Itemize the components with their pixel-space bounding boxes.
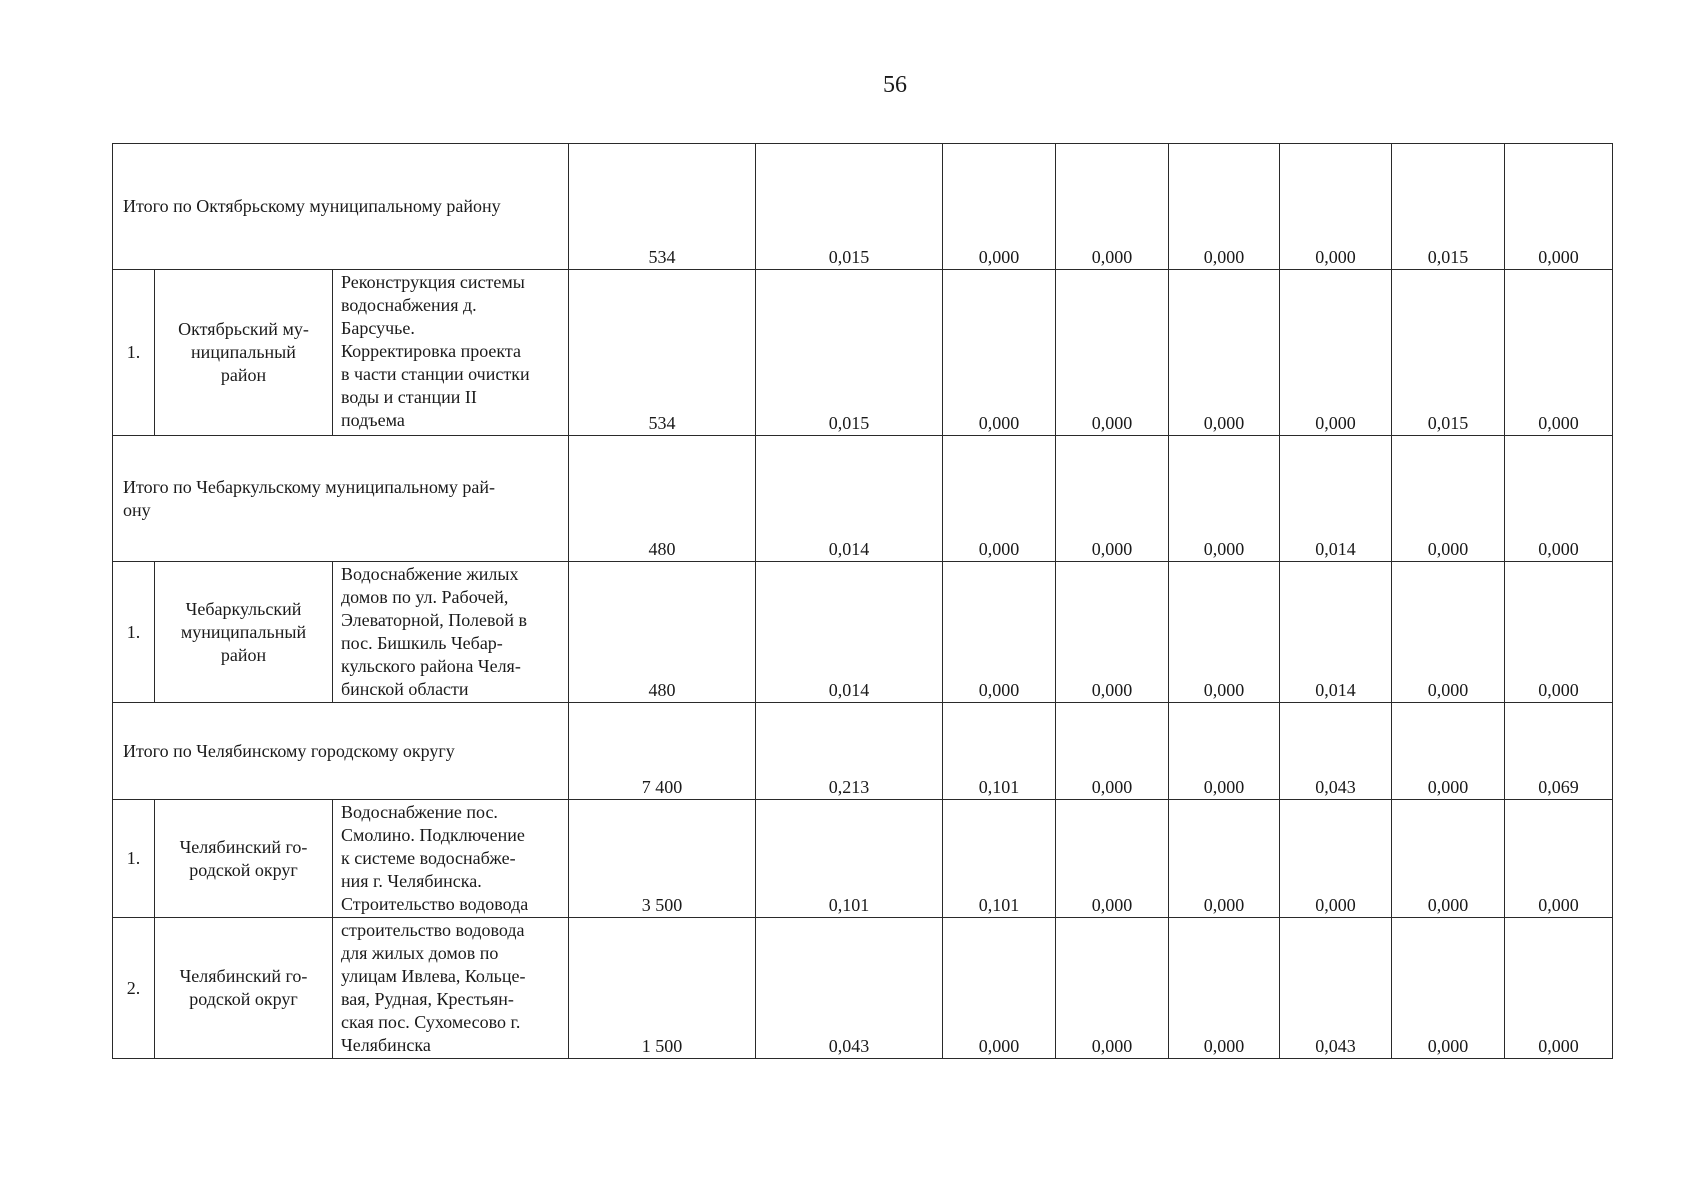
value-cell: 0,000 — [1392, 436, 1505, 562]
value-cell: 0,000 — [1056, 144, 1169, 270]
project-description: Водоснабжение жилых домов по ул. Рабочей, Элеваторной, Полевой в пос. Бишкиль Чебар- кульского района Челя- бинской области — [341, 564, 528, 699]
table-row — [113, 800, 1613, 918]
table-row — [113, 436, 1613, 562]
municipality-name: Челябинский го- родской округ — [179, 836, 308, 880]
value-cell: 0,000 — [1505, 270, 1613, 436]
value-cell: 0,000 — [1169, 270, 1280, 436]
value-cell: 1 500 — [569, 918, 756, 1059]
value-cell: 0,043 — [756, 918, 943, 1059]
row-number: 1. — [113, 800, 155, 918]
total-label-cell — [113, 703, 569, 800]
table-row — [113, 562, 1613, 703]
value-cell: 0,000 — [1056, 800, 1169, 918]
value-cell: 0,000 — [1169, 144, 1280, 270]
value-cell: 0,000 — [1505, 144, 1613, 270]
project-description: Реконструкция системы водоснабжения д. Барсучье. Корректировка проекта в части станции очистки воды и станции II подъема — [341, 272, 530, 430]
value-cell: 0,000 — [1280, 144, 1392, 270]
total-label: Итого по Челябинскому городскому округу — [123, 740, 455, 761]
description-cell — [333, 270, 569, 436]
value-cell: 0,000 — [1056, 703, 1169, 800]
value-cell: 0,014 — [1280, 436, 1392, 562]
value-cell: 0,014 — [1280, 562, 1392, 703]
total-label: Итого по Октябрьскому муниципальному району — [123, 196, 501, 216]
value-cell: 0,000 — [1505, 800, 1613, 918]
value-cell: 0,043 — [1280, 703, 1392, 800]
table-row — [113, 918, 1613, 1059]
value-cell: 0,000 — [943, 144, 1056, 270]
value-cell: 0,000 — [1280, 800, 1392, 918]
value-cell: 480 — [569, 436, 756, 562]
value-cell: 0,213 — [756, 703, 943, 800]
page-number: 56 — [883, 72, 907, 98]
total-label-cell — [113, 144, 569, 270]
table-row — [113, 144, 1613, 270]
value-cell: 0,000 — [943, 436, 1056, 562]
value-cell: 0,000 — [1505, 562, 1613, 703]
table-row — [113, 703, 1613, 800]
value-cell: 0,000 — [943, 918, 1056, 1059]
value-cell: 0,101 — [943, 703, 1056, 800]
value-cell: 0,015 — [1392, 270, 1505, 436]
value-cell: 0,000 — [1392, 703, 1505, 800]
value-cell: 534 — [569, 144, 756, 270]
value-cell: 0,000 — [943, 270, 1056, 436]
value-cell: 0,000 — [1169, 918, 1280, 1059]
value-cell: 0,000 — [1056, 436, 1169, 562]
value-cell: 0,101 — [756, 800, 943, 918]
value-cell: 0,000 — [1169, 703, 1280, 800]
project-description: Водоснабжение пос. Смолино. Подключение к системе водоснабже- ния г. Челябинска. Строительство водовода — [341, 802, 529, 914]
value-cell: 534 — [569, 270, 756, 436]
row-number: 2. — [113, 918, 155, 1059]
municipality-cell — [155, 562, 333, 703]
description-cell — [333, 562, 569, 703]
description-cell — [333, 800, 569, 918]
municipality-cell — [155, 800, 333, 918]
value-cell: 0,000 — [1392, 800, 1505, 918]
value-cell: 480 — [569, 562, 756, 703]
value-cell: 0,000 — [1392, 918, 1505, 1059]
funding-table — [112, 143, 1613, 1059]
value-cell: 0,000 — [1056, 918, 1169, 1059]
value-cell: 0,014 — [756, 562, 943, 703]
value-cell: 0,000 — [1169, 800, 1280, 918]
municipality-name: Октябрьский му- ниципальный район — [178, 319, 309, 385]
value-cell: 0,000 — [1169, 436, 1280, 562]
value-cell: 0,000 — [943, 562, 1056, 703]
value-cell: 0,101 — [943, 800, 1056, 918]
value-cell: 0,000 — [1056, 270, 1169, 436]
value-cell: 0,015 — [756, 144, 943, 270]
total-label: Итого по Чебаркульскому муниципальному рай- ону — [123, 476, 495, 520]
value-cell: 0,043 — [1280, 918, 1392, 1059]
table-row — [113, 270, 1613, 436]
row-number: 1. — [113, 562, 155, 703]
value-cell: 0,000 — [1280, 270, 1392, 436]
value-cell: 0,014 — [756, 436, 943, 562]
description-cell — [333, 918, 569, 1059]
value-cell: 0,000 — [1392, 562, 1505, 703]
value-cell: 0,000 — [1505, 918, 1613, 1059]
value-cell: 0,000 — [1505, 436, 1613, 562]
municipality-cell — [155, 918, 333, 1059]
value-cell: 0,000 — [1056, 562, 1169, 703]
total-label-cell — [113, 436, 569, 562]
value-cell: 0,069 — [1505, 703, 1613, 800]
row-number: 1. — [113, 270, 155, 436]
municipality-name: Чебаркульский муниципальный район — [180, 598, 307, 665]
municipality-name: Челябинский го- родской округ — [179, 966, 308, 1009]
value-cell: 0,015 — [1392, 144, 1505, 270]
value-cell: 0,015 — [756, 270, 943, 436]
value-cell: 3 500 — [569, 800, 756, 918]
municipality-cell — [155, 270, 333, 436]
value-cell: 7 400 — [569, 703, 756, 800]
project-description: строительство водовода для жилых домов по улицам Ивлева, Кольце- вая, Рудная, Крестьян- ская пос. Сухомесово г. Челябинска — [341, 920, 526, 1055]
value-cell: 0,000 — [1169, 562, 1280, 703]
